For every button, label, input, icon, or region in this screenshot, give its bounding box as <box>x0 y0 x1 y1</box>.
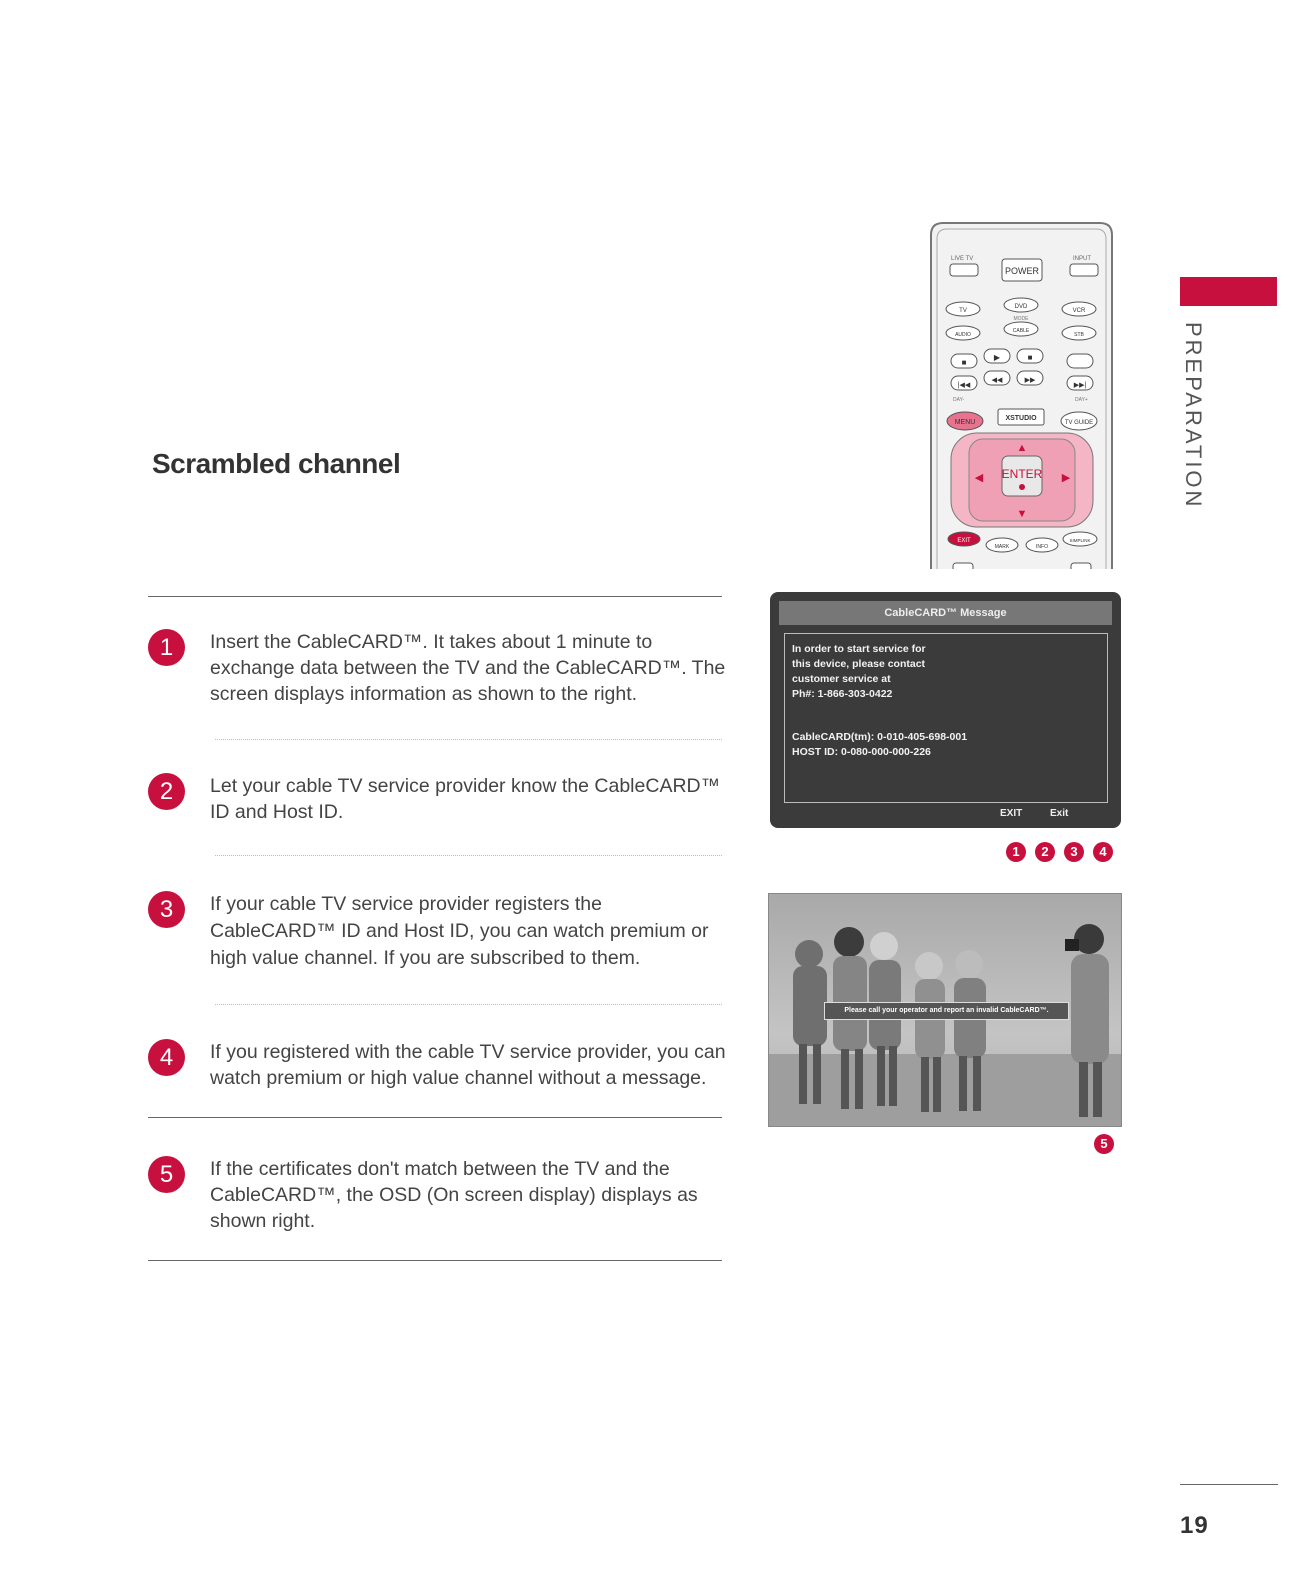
step-text: If you registered with the cable TV service provider, you can watch premium or high value channel without a message. <box>210 1041 726 1089</box>
step-reference-badges <box>1006 842 1122 862</box>
power-label: POWER <box>1004 266 1040 276</box>
xstudio-label: XSTUDIO <box>1005 415 1037 422</box>
step-badge: 4 <box>1093 842 1113 862</box>
osd-line: this device, please contact <box>792 658 926 670</box>
dvd-mode-label: DVD <box>1014 304 1028 310</box>
step-number: 5 <box>148 1156 185 1193</box>
step-badge: 5 <box>1094 1134 1114 1154</box>
divider <box>148 596 722 597</box>
step-number: 1 <box>148 629 185 666</box>
divider <box>148 1260 722 1261</box>
input-button <box>1070 264 1098 276</box>
step-number: 2 <box>148 773 185 810</box>
invalid-cablecard-message: Please call your operator and report an invalid CableCARD™. <box>824 1002 1069 1020</box>
simplink-key-label: SIMPLINK <box>1069 538 1091 543</box>
page-title: Scrambled channel <box>152 448 401 479</box>
tv-screen-photo <box>768 893 1122 1127</box>
up-arrow-icon: ▲ <box>1016 442 1028 454</box>
page-number-divider <box>1180 1484 1278 1485</box>
osd-line: customer service at <box>792 673 891 685</box>
mode-label: MODE <box>1013 316 1029 322</box>
divider <box>148 1117 722 1118</box>
audio-mode-label: AUDIO <box>955 332 971 338</box>
tv-guide-label: TV GUIDE <box>1064 420 1094 426</box>
svg-text:◀◀: ◀◀ <box>991 377 1003 384</box>
svg-text:■: ■ <box>1027 353 1033 362</box>
step-badge: 2 <box>1035 842 1055 862</box>
step-number: 3 <box>148 891 185 928</box>
svg-text:▶▶|: ▶▶| <box>1073 382 1087 389</box>
live-tv-label: LIVE TV <box>951 256 974 262</box>
svg-text:▶▶: ▶▶ <box>1024 377 1036 384</box>
osd-exit-key: EXIT <box>1000 808 1023 819</box>
section-tab-marker <box>1180 277 1277 306</box>
step-text: Let your cable TV service provider know the CableCARD™ ID and Host ID. <box>210 775 721 823</box>
remote-control-illustration <box>929 221 1114 569</box>
step-text: Insert the CableCARD™. It takes about 1 minute to exchange data between the TV and the CableCARD™. The screen displays information as shown to the right. <box>210 631 726 705</box>
day-minus-label: DAY- <box>953 397 965 403</box>
enter-label: ENTER <box>1001 467 1043 481</box>
left-arrow-icon: ◀ <box>974 472 984 484</box>
stb-mode-label: STB <box>1074 332 1084 338</box>
live-tv-button <box>950 264 978 276</box>
cable-mode-label: CABLE <box>1012 328 1030 334</box>
cablecard-osd-message <box>770 592 1121 828</box>
svg-text:■: ■ <box>961 358 967 367</box>
osd-header: CableCARD™ Message <box>779 601 1112 625</box>
vcr-mode-label: VCR <box>1072 308 1086 314</box>
osd-line: In order to start service for <box>792 643 926 655</box>
divider <box>215 739 722 740</box>
step-number: 4 <box>148 1039 185 1076</box>
exit-key-label: EXIT <box>957 538 971 544</box>
tv-mode-label: TV <box>959 308 967 314</box>
osd-exit-label: Exit <box>1050 808 1069 819</box>
divider <box>215 1004 722 1005</box>
mark-key-label: MARK <box>994 544 1010 550</box>
step-badge: 3 <box>1064 842 1084 862</box>
step-text: If the certificates don't match between the TV and the CableCARD™, the OSD (On screen display) displays as shown right. <box>210 1158 698 1232</box>
osd-message-box <box>784 633 1108 803</box>
section-tab-label <box>1180 322 1220 522</box>
osd-host-id: HOST ID: 0-080-000-000-226 <box>792 746 931 758</box>
divider <box>215 855 722 856</box>
right-arrow-icon: ▶ <box>1061 472 1071 484</box>
osd-line: Ph#: 1-866-303-0422 <box>792 688 893 700</box>
info-key-label: INFO <box>1036 544 1048 550</box>
input-label: INPUT <box>1073 256 1091 262</box>
svg-text:▶: ▶ <box>993 353 1001 362</box>
step-text: If your cable TV service provider registers the CableCARD™ ID and Host ID, you can watch premium or high value channel. If you are subscribed to them. <box>210 893 709 969</box>
menu-label: MENU <box>954 419 976 426</box>
day-plus-label: DAY+ <box>1075 397 1088 403</box>
down-arrow-icon: ▼ <box>1016 508 1028 520</box>
svg-text:|◀◀: |◀◀ <box>957 382 971 389</box>
osd-cablecard-id: CableCARD(tm): 0-010-405-698-001 <box>792 731 968 743</box>
page-number: 19 <box>1180 1512 1209 1539</box>
step-badge: 1 <box>1006 842 1026 862</box>
section-tab-text: PREPARATION <box>1181 322 1206 510</box>
